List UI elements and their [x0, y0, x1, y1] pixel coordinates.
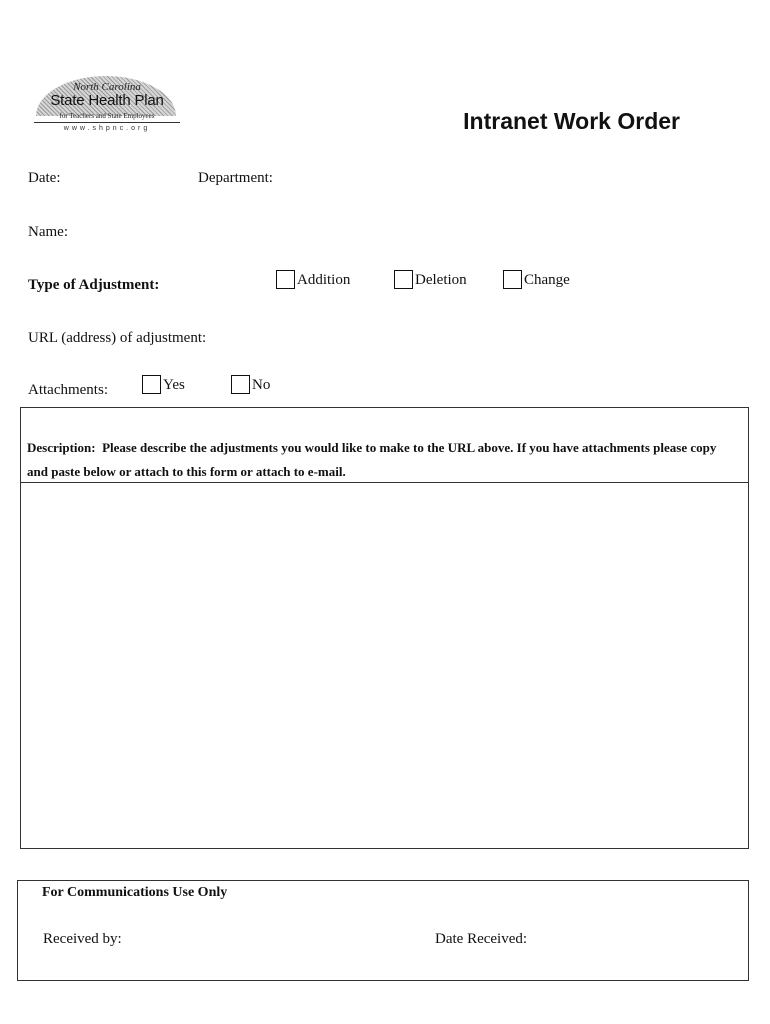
attachments-label: Attachments:	[28, 382, 108, 398]
type-of-adjustment-label: Type of Adjustment:	[28, 277, 160, 293]
logo-rule	[34, 122, 180, 123]
attachments-no-label: No	[252, 377, 271, 393]
department-label: Department:	[198, 170, 273, 186]
logo-line-north-carolina: North Carolina	[73, 81, 141, 93]
deletion-option[interactable]	[394, 270, 467, 289]
state-health-plan-logo	[32, 76, 182, 136]
page-title: Intranet Work Order	[463, 108, 680, 134]
deletion-checkbox[interactable]	[394, 270, 413, 289]
deletion-label: Deletion	[415, 272, 467, 288]
description-entry-area[interactable]	[21, 483, 748, 848]
communications-heading: For Communications Use Only	[42, 885, 228, 900]
change-option[interactable]	[503, 270, 570, 289]
attachments-yes-label: Yes	[163, 377, 185, 393]
description-label: Description:	[27, 440, 96, 455]
attachments-no-option[interactable]	[231, 375, 270, 394]
received-by-label: Received by:	[43, 931, 122, 947]
addition-label: Addition	[297, 272, 351, 288]
url-address-label: URL (address) of adjustment:	[28, 330, 207, 346]
description-box	[20, 407, 749, 849]
attachments-yes-checkbox[interactable]	[142, 375, 161, 394]
logo-line-state-health-plan: State Health Plan	[50, 92, 164, 109]
date-received-label: Date Received:	[435, 931, 528, 947]
logo-line-teachers: for Teachers and State Employees	[59, 112, 155, 120]
change-label: Change	[524, 272, 570, 288]
name-label: Name:	[28, 224, 68, 240]
communications-box	[17, 880, 749, 981]
description-text: Please describe the adjustments you would like to make to the URL above. If you have attachments please copy and paste below or attach to this form or attach to e-mail.	[27, 440, 717, 479]
attachments-no-checkbox[interactable]	[231, 375, 250, 394]
addition-option[interactable]	[276, 270, 350, 289]
logo-url: www.shpnc.org	[63, 125, 151, 132]
description-instructions	[27, 436, 739, 484]
attachments-yes-option[interactable]	[142, 375, 185, 394]
change-checkbox[interactable]	[503, 270, 522, 289]
date-label: Date:	[28, 170, 61, 186]
addition-checkbox[interactable]	[276, 270, 295, 289]
